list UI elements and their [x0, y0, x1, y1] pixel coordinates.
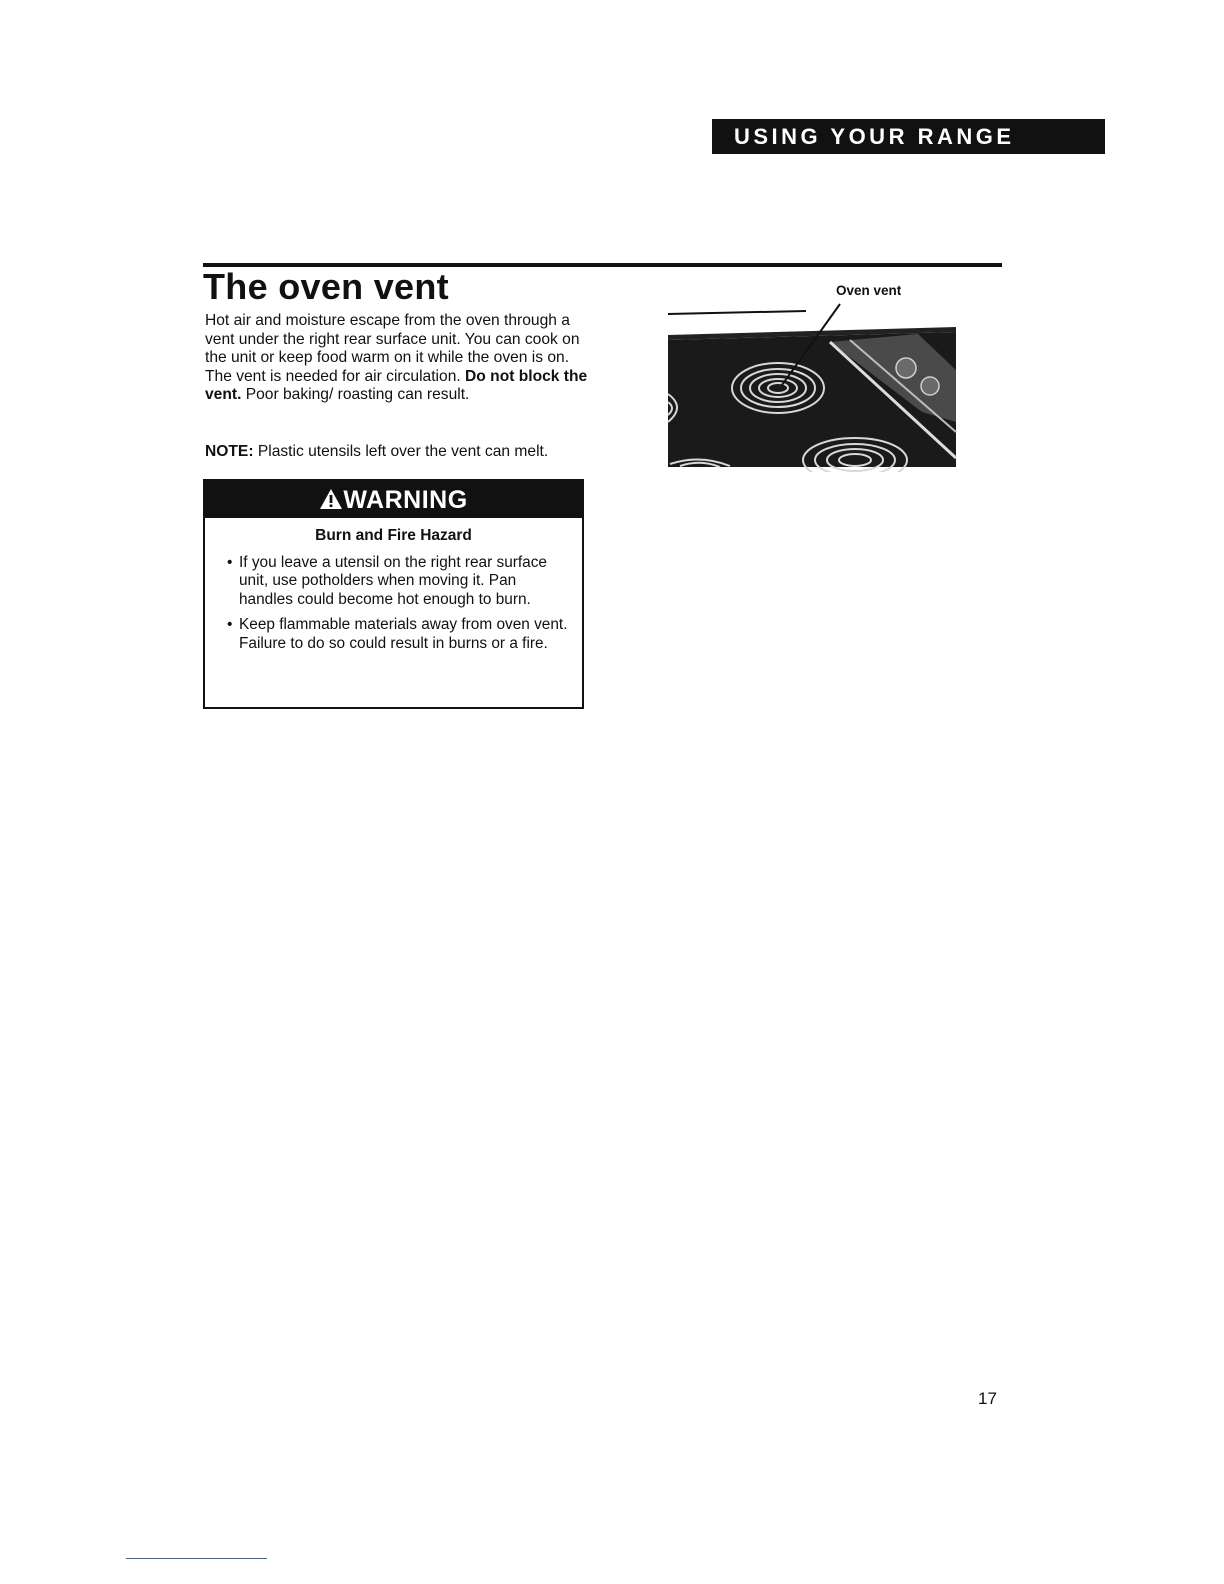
note-text: Plastic utensils left over the vent can melt.	[253, 443, 549, 460]
hazard-title: Burn and Fire Hazard	[315, 527, 472, 544]
body-intro: Hot air and moisture escape from the oven through a vent under the right rear surface unit. You can cook on the unit or keep food warm on it while the oven is on. The vent is needed for air circulation.	[205, 312, 580, 385]
warning-header-text: WARNING	[343, 486, 468, 514]
warning-header	[205, 481, 582, 518]
body-end: Poor baking/ roasting can result.	[241, 386, 470, 403]
oven-vent-figure	[660, 282, 965, 472]
page-number: 17	[978, 1389, 997, 1408]
footer-rule	[126, 1558, 267, 1559]
body-paragraph	[205, 312, 590, 405]
body-bold-warning: Do not block the vent.	[205, 367, 588, 403]
note-label: NOTE:	[205, 443, 254, 460]
figure-label: Oven vent	[836, 283, 902, 298]
cooktop-illustration-icon	[660, 282, 965, 472]
warning-item: • If you leave a utensil on the right rear surface unit, use potholders when moving it. Pan handles could become hot enough to burn.	[227, 554, 572, 609]
warning-item: • Keep flammable materials away from oven vent. Failure to do so could result in burns or a fire.	[227, 616, 572, 653]
page-title: The oven vent	[203, 266, 449, 307]
warning-box	[203, 479, 584, 709]
warning-triangle-icon	[319, 488, 343, 510]
section-banner: USING YOUR RANGE	[712, 119, 1105, 154]
warning-list	[205, 554, 582, 653]
note	[205, 443, 595, 461]
